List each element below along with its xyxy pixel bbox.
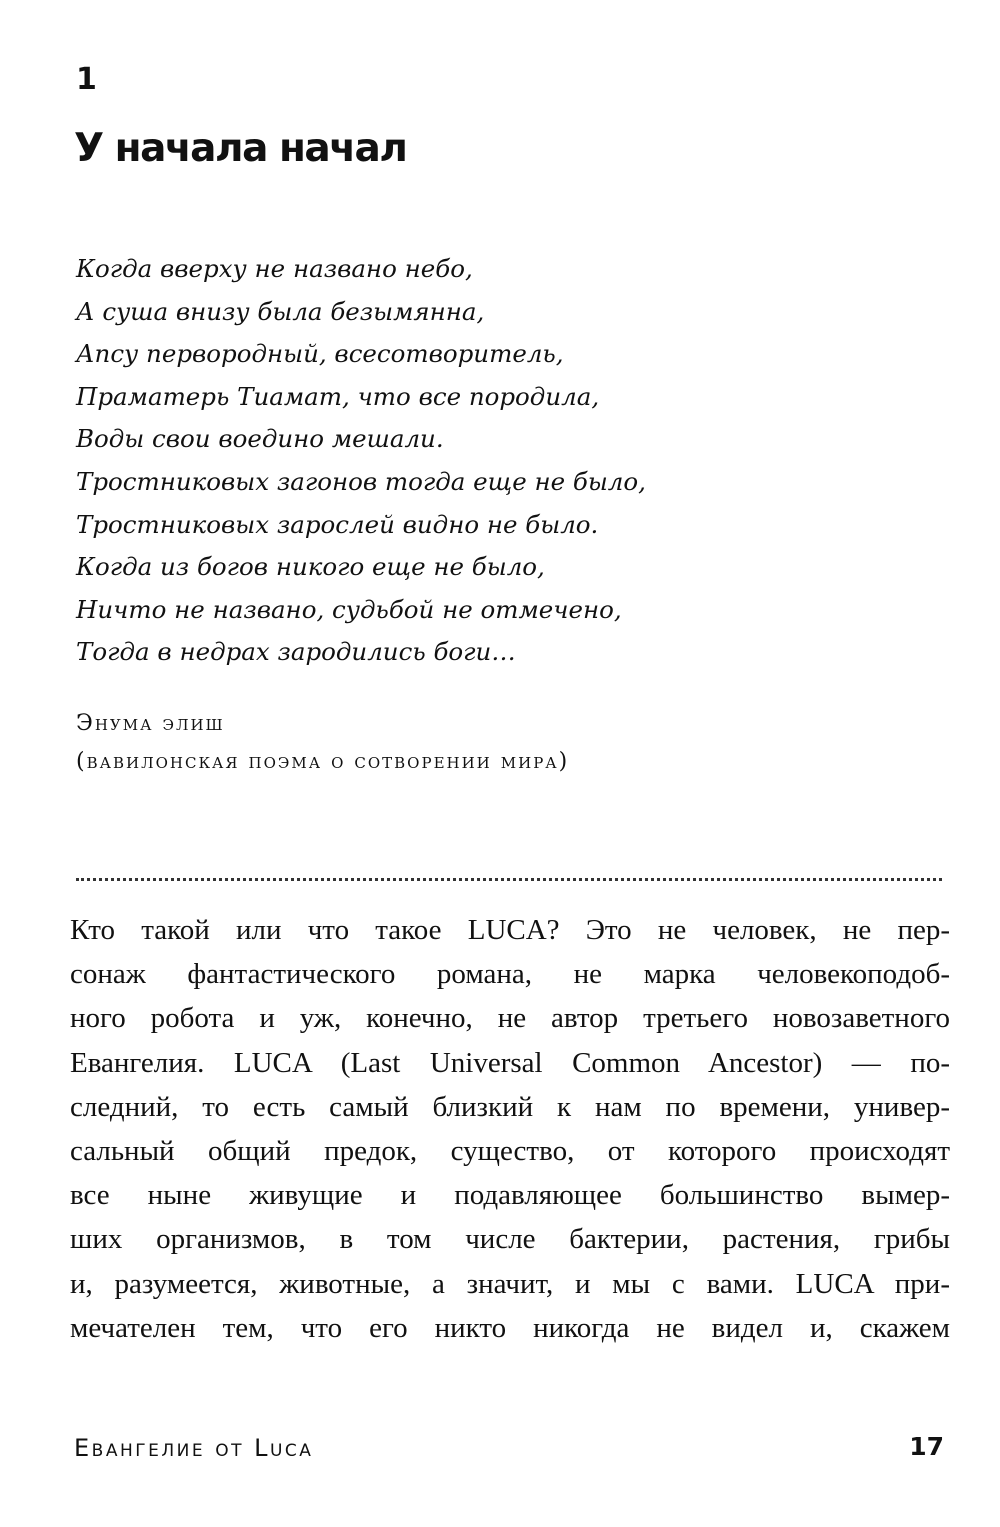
epigraph-line: Ничто не названо, судьбой не отмечено,	[76, 594, 622, 624]
body-line: сальный общий предок, существо, от которого происходят	[70, 1134, 950, 1167]
epigraph-line: А суша внизу была безымянна,	[76, 296, 485, 326]
epigraph-poem	[76, 248, 646, 674]
epigraph-line: Тростниковых загонов тогда еще не было,	[76, 466, 646, 496]
attribution-title: Энума элиш	[76, 711, 225, 736]
page-number: 17	[909, 1432, 944, 1461]
body-line: мечателен тем, что его никто никогда не видел и, скажем	[70, 1311, 950, 1344]
epigraph-line: Когда из богов никого еще не было,	[76, 552, 545, 582]
body-paragraph	[70, 908, 950, 1350]
epigraph-line: Праматерь Тиамат, что все породила,	[76, 381, 600, 411]
chapter-number: 1	[76, 62, 97, 97]
epigraph-line: Когда вверху не названо небо,	[76, 254, 473, 283]
dotted-divider	[76, 878, 942, 881]
body-line: сонаж фантастического романа, не марка человекоподоб-	[70, 958, 950, 991]
epigraph-line: Тростниковых зарослей видно не было.	[76, 509, 599, 539]
running-title: Евангелие от Luca	[74, 1434, 314, 1462]
body-line: Евангелия. LUCA (Last Universal Common Ancestor) — по-	[70, 1046, 950, 1079]
chapter-title: У начала начал	[74, 126, 407, 171]
epigraph-line: Апсу первородный, всесотворитель,	[76, 339, 564, 369]
body-line: и, разумеется, животные, а значит, и мы с вами. LUCA при-	[70, 1267, 950, 1300]
body-line: ших организмов, в том числе бактерии, растения, грибы	[70, 1223, 950, 1256]
body-line: Кто такой или что такое LUCA? Это не человек, не пер-	[70, 914, 950, 946]
body-line: ного робота и уж, конечно, не автор третьего новозаветного	[70, 1002, 950, 1035]
attribution-subtitle: (вавилонская поэма о сотворении мира)	[76, 749, 570, 774]
body-line: следний, то есть самый близкий к нам по времени, универ-	[70, 1090, 950, 1123]
body-line: все ныне живущие и подавляющее большинство вымер-	[70, 1179, 950, 1212]
epigraph-attribution	[76, 705, 569, 781]
epigraph-line: Воды свои воедино мешали.	[76, 424, 444, 454]
epigraph-line: Тогда в недрах зародились боги…	[76, 637, 516, 667]
